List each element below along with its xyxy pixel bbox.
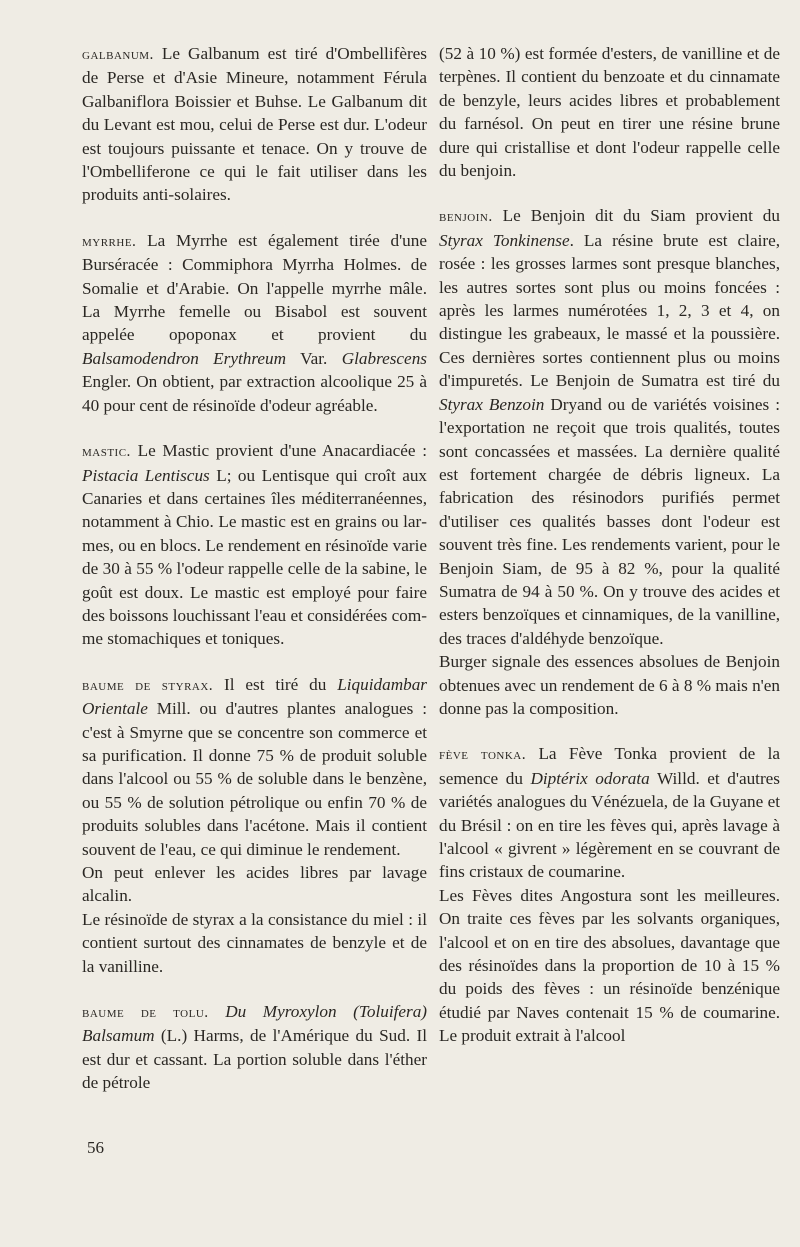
entry-feve-tonka: [439, 742, 780, 1047]
botanical-name: Glabrescens: [341, 348, 427, 368]
entry-baume-styrax: [82, 673, 427, 978]
entry-baume-tolu: [82, 1000, 427, 1095]
entry-text: La Myrrhe est également tirée d'une Burséracée : Commiphora Myrrha Holmes. de Somalie et d'Arabie. On l'appelle myrrhe mâle. La Myrrhe femelle ou Bisabol est souvent appelée opoponax et provient du: [82, 230, 427, 345]
botanical-name: Pistacia Lentiscus: [82, 465, 210, 485]
entry-benjoin: [439, 204, 780, 720]
entry-myrrhe: [82, 229, 427, 417]
paragraph: [82, 439, 427, 651]
entry-text: Il est tiré du: [213, 674, 338, 694]
entry-heading: benjoin.: [439, 208, 493, 226]
page-number: 56: [87, 1138, 104, 1157]
paragraph: Les Fèves dites Angostura sont les meilleures. On traite ces fèves par les solvants organiques, l'alcool et on en tire des absolues, davantage que des résinoïdes dans la proportion de 10 à 15 % du poids des fèves : un résinoïde benzénique étudié par Naves contenait 15 % de coumarine. Le produit extrait à l'alcool: [439, 885, 780, 1046]
entry-text: Le Mastic provient d'une Anacardiacée :: [130, 441, 427, 461]
entry-text: (L.) Harms, de l'Amérique du Sud. Il est dur et cassant. La portion soluble dans l'éther de pétrole: [82, 1026, 427, 1093]
entry-text: L; ou Lentisque qui croît aux Canaries et dans certaines îles méditerranéennes, notamment à Chio. Le mastic est en grains ou larmes, ou en blocs. Le rendement en résinoïde varie de 30 à 55 % l'odeur rappelle celle de la sabine, le goût est doux. Le mastic est employé pour faire des boissons louchissant l'eau et considérées comme stomachiques et toniques.: [82, 465, 428, 649]
entry-heading: fève tonka.: [439, 746, 527, 764]
entry-mastic: [82, 439, 427, 651]
entry-text: Le Galbanum est tiré d'Ombellifères de Perse et d'Asie Mineure, notamment Férula Galbaniflora Boissier et Buhse. Le Galbanum dit du Levant est mou, celui de Perse est dur. L'odeur est toujours puissante et tenace. On y trouve de l'Ombelliferone ce qui le fait utiliser dans les produits anti-solaires.: [82, 44, 427, 205]
right-column: [439, 42, 780, 1070]
botanical-name: Styrax Benzoin: [439, 394, 545, 414]
entry-text: Engler. On obtient, par extraction alcoolique 25 à 40 pour cent de résinoïde d'odeur agréable.: [82, 372, 427, 415]
paragraph: [439, 742, 780, 883]
entry-heading: baume de tolu.: [82, 1004, 209, 1022]
paragraph: [82, 673, 427, 861]
paragraph: [82, 229, 427, 417]
entry-tolu-continued: [439, 42, 780, 182]
entry-text: Le Benjoin dit du Siam provient du: [492, 206, 780, 226]
paragraph: On peut enlever les acides libres par lavage alcalin.: [82, 863, 427, 906]
entry-text: Dryand ou de variétés voisines : l'exportation ne reçoit que trois qualités, toutes sont concassées et massées. La dernière qualité est fortement chargée de débris ligneux. La fabrication des résinodors purifiés permet d'utiliser ces qualités basses dont l'odeur est souvent très fine. Les rendements varient, pour le Benjoin Siam, de 95 à 82 %, pour la qualité Sumatra de 94 à 50 %. On y trouve des acides et esters benzoïques et cinnamiques, de la vanilline, des traces d'aldéhyde benzoïque.: [439, 394, 780, 648]
entry-heading: baume de styrax.: [82, 676, 214, 694]
left-column: [82, 42, 427, 1117]
entry-heading: galbanum.: [82, 46, 154, 63]
botanical-name: Balsamodendron Erythreum: [82, 348, 287, 368]
entry-heading: myrrhe.: [82, 232, 137, 250]
entry-text: Var.: [286, 348, 342, 368]
paragraph: [439, 204, 780, 650]
botanical-name: Du Myroxylon (Toluifera) Balsamum: [82, 1002, 428, 1046]
entry-text: Mill. ou d'autres plantes analogues : c'est à Smyrne que se concentre son commerce et sa purification. Il donne 75 % de produit soluble dans l'alcool ou 55 % de soluble dans le benzène, ou 55 % de solution pétrolique ou enfin 70 % de produits solubles dans l'acétone. Mais il contient souvent de l'eau, ce qui diminue le rendement.: [82, 699, 427, 859]
entry-text: . La résine brute est claire, rosée : les grosses larmes sont presque blanches, les autres sortes sont plus ou moins foncées : après les larmes numérotées 1, 2, 3 et 4, on distingue les grabeaux, le massé et la poussière. Ces dernières sortes contiennent plus ou moins d'impuretés. Le Benjoin de Sumatra est tiré du: [439, 230, 780, 391]
entry-galbanum: [82, 42, 427, 207]
entry-text: [209, 1002, 226, 1021]
botanical-name: Liquidambar Orientale: [82, 674, 427, 719]
botanical-name: Diptérix odorata: [530, 768, 650, 788]
paragraph: (52 à 10 %) est formée d'esters, de vanilline et de terpènes. Il contient du benzoate et du cinnamate de benzyle, leurs acides libres et probablement du farnésol. On peut en tirer une résine brune dure qui cristallise et dont l'odeur rappelle celle du benjoin.: [439, 44, 780, 181]
paragraph: Burger signale des essences absolues de Benjoin obtenues avec un rendement de 6 à 8 % mais n'en donne pas la composition.: [439, 652, 780, 718]
entry-text: Willd. et d'autres variétés analogues du Vénézuela, de la Guyane et du Brésil : on en tire les fèves qui, après lavage à l'alcool « givrent » légèrement en se couvrant de fins cristaux de coumarine.: [439, 768, 780, 882]
paragraph: [82, 42, 427, 207]
paragraph: Le résinoïde de styrax a la consistance du miel : il contient surtout des cinnamates de benzyle et de la vanilline.: [82, 909, 427, 976]
entry-text: La Fève Tonka provient de la semence du: [439, 744, 780, 788]
botanical-name: Styrax Tonkinense: [439, 230, 570, 250]
paragraph: [82, 1000, 427, 1095]
entry-heading: mastic.: [82, 443, 131, 461]
